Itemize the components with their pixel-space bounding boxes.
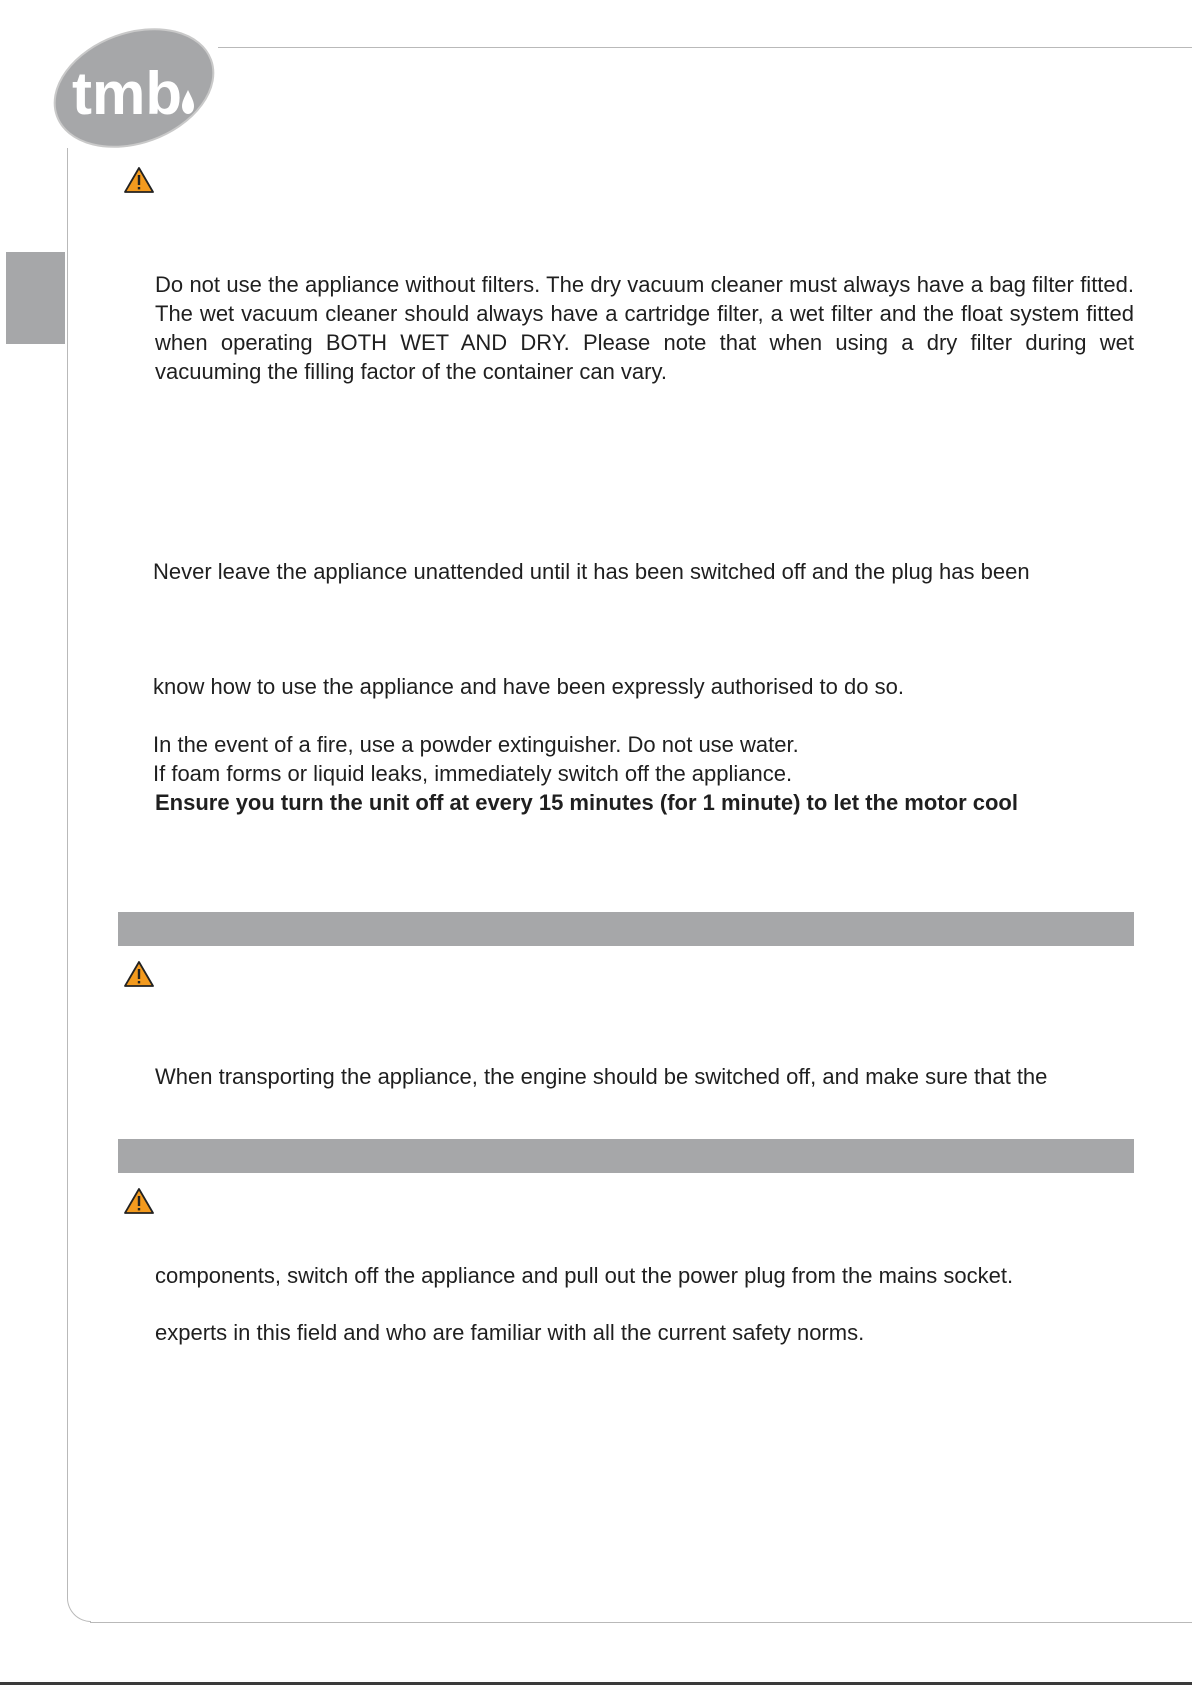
side-tab bbox=[6, 252, 65, 344]
paragraph-filters: Do not use the appliance without filters. The dry vacuum cleaner must always have a bag filter fitted. The wet vacuum cleaner should always have a cartridge filter, a wet filter and the float system fitted when operating BOTH WET AND DRY. Please note that when using a dry filter during wet vacuuming the filling factor of the container can vary. bbox=[155, 272, 1134, 384]
page-frame-corner bbox=[67, 1598, 91, 1622]
logo-text: tmb bbox=[72, 60, 182, 127]
section-band bbox=[118, 1139, 1134, 1173]
paragraph-fire: In the event of a fire, use a powder extinguisher. Do not use water. bbox=[153, 732, 799, 757]
page-frame-bottom bbox=[90, 1622, 1192, 1623]
tmb-logo bbox=[38, 18, 228, 158]
paragraph-transport: When transporting the appliance, the engine should be switched off, and make sure that the bbox=[155, 1064, 1048, 1089]
paragraph-unattended: Never leave the appliance unattended until it has been switched off and the plug has been bbox=[153, 559, 1030, 584]
warning-triangle-icon bbox=[123, 1187, 155, 1215]
page-frame-left bbox=[67, 148, 68, 1598]
page-frame-top bbox=[218, 47, 1192, 48]
section-band bbox=[118, 912, 1134, 946]
warning-triangle-icon bbox=[123, 166, 155, 194]
paragraph-motor-cool: Ensure you turn the unit off at every 15 minutes (for 1 minute) to let the motor cool bbox=[155, 790, 1018, 815]
paragraph-components: components, switch off the appliance and pull out the power plug from the mains socket. bbox=[155, 1263, 1014, 1288]
paragraph-authorised: know how to use the appliance and have been expressly authorised to do so. bbox=[153, 674, 904, 699]
paragraph-experts: experts in this field and who are familiar with all the current safety norms. bbox=[155, 1320, 865, 1345]
warning-triangle-icon bbox=[123, 960, 155, 988]
paragraph-foam: If foam forms or liquid leaks, immediately switch off the appliance. bbox=[153, 761, 793, 786]
